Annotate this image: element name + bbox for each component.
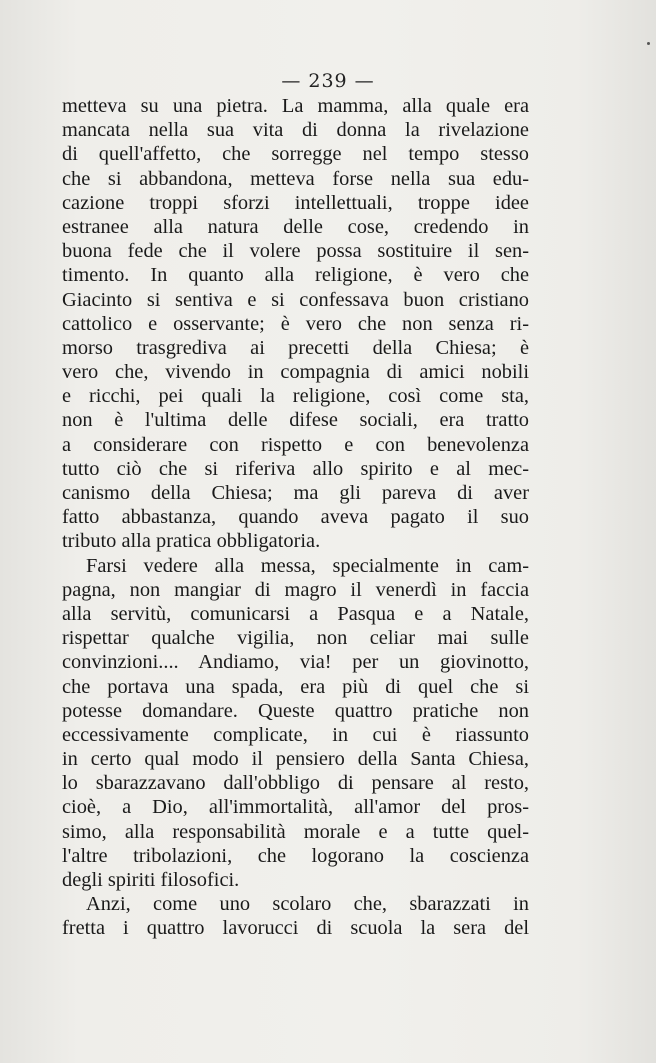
text-line: lo sbarazzavano dall'obbligo di pensare al resto,: [62, 772, 529, 795]
text-line: non è l'ultima delle difese sociali, era tratto: [62, 409, 529, 432]
text-line: timento. In quanto alla religione, è vero che: [62, 264, 529, 287]
text-line: buona fede che il volere possa sostituire il sen-: [62, 240, 529, 263]
text-line: metteva su una pietra. La mamma, alla quale era: [62, 95, 529, 117]
body-text: [62, 94, 529, 941]
text-line: Giacinto si sentiva e si confessava buon cristiano: [62, 288, 529, 311]
text-line: cazione troppi sforzi intellettuali, troppe idee: [62, 191, 529, 214]
text-line: l'altre tribolazioni, che logorano la coscienza: [62, 844, 529, 867]
text-line: Farsi vedere alla messa, specialmente in cam-: [86, 554, 529, 577]
text-line: che portava una spada, era più di quel che si: [62, 675, 529, 698]
text-line: degli spiriti filosofici.: [62, 869, 240, 891]
text-line: cioè, a Dio, all'immortalità, all'amor del pros-: [62, 796, 529, 819]
text-line: mancata nella sua vita di donna la rivelazione: [62, 119, 529, 142]
text-line: tributo alla pratica obbligatoria.: [62, 530, 321, 553]
text-line: a considerare con rispetto e con benevolenza: [62, 433, 529, 456]
text-line: di quell'affetto, che sorregge nel tempo stesso: [62, 143, 529, 166]
text-line: fatto abbastanza, quando aveva pagato il suo: [62, 506, 529, 529]
text-line: che si abbandona, metteva forse nella sua edu-: [62, 167, 529, 190]
text-line: e ricchi, pei quali la religione, così come sta,: [62, 385, 529, 408]
paper-speck: [647, 42, 650, 45]
text-line: potesse domandare. Queste quattro pratiche non: [62, 699, 529, 722]
text-line: rispettar qualche vigilia, non celiar mai sulle: [62, 627, 529, 650]
text-line: Anzi, come uno scolaro che, sbarazzati in: [86, 893, 529, 916]
text-line: tutto ciò che si riferiva allo spirito e al mec-: [62, 457, 529, 480]
text-line: cattolico e osservante; è vero che non senza ri-: [62, 312, 529, 335]
page-number: — 239 —: [281, 70, 375, 92]
text-line: vero che, vivendo in compagnia di amici nobili: [62, 361, 529, 384]
text-line: morso trasgrediva ai precetti della Chiesa; è: [62, 336, 529, 359]
text-line: eccessivamente complicate, in cui è riassunto: [62, 723, 529, 746]
text-line: fretta i quattro lavorucci di scuola la sera del: [62, 917, 529, 940]
text-line: canismo della Chiesa; ma gli pareva di aver: [62, 482, 529, 504]
text-line: pagna, non mangiar di magro il venerdì in faccia: [62, 578, 529, 601]
text-line: estranee alla natura delle cose, credendo in: [62, 215, 529, 238]
text-line: alla servitù, comunicarsi a Pasqua e a Natale,: [62, 602, 529, 625]
text-line: in certo qual modo il pensiero della Santa Chiesa,: [62, 748, 529, 771]
text-line: simo, alla responsabilità morale e a tutte quel-: [62, 820, 529, 843]
text-line: convinzioni.... Andiamo, via! per un giovinotto,: [62, 651, 529, 674]
